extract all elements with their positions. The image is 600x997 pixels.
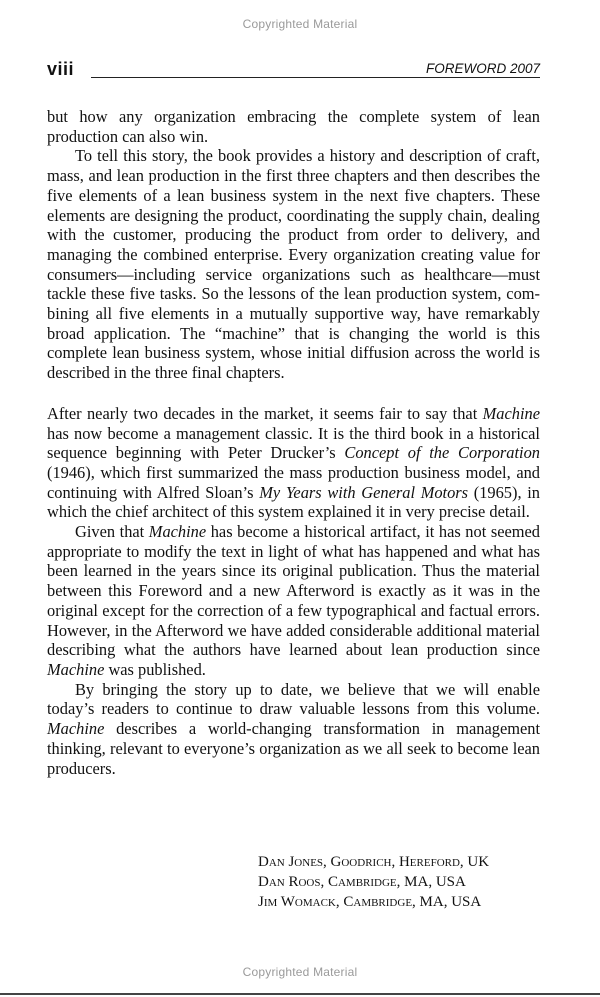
book-title-concept-of-the-corporation: Concept of the Corporation xyxy=(344,443,540,463)
text-run: has now become a management classic. It is the third book in a historical sequence beginning with Peter Drucker’s xyxy=(47,423,540,463)
section-break xyxy=(47,383,540,404)
paragraph-5 xyxy=(47,680,540,779)
book-title-machine: Machine xyxy=(482,403,540,423)
copyright-watermark-top: Copyrighted Material xyxy=(242,17,358,31)
text-run: (1965), in which the chief architect of this system explained it in very precise detail. xyxy=(47,482,540,522)
text-run: was published. xyxy=(104,659,206,679)
running-head: FOREWORD 2007 xyxy=(425,61,540,76)
paragraph-1 xyxy=(47,107,540,146)
signature-dan-roos: Dan Roos, Cambridge, MA, USA xyxy=(258,874,466,890)
signature-block xyxy=(258,852,548,912)
text-run: After nearly two decades in the market, it seems fair to say that xyxy=(47,403,483,423)
signature-jim-womack: Jim Womack, Cambridge, MA, USA xyxy=(258,894,482,910)
page-number: viii xyxy=(47,59,75,79)
book-title-machine: Machine xyxy=(148,522,207,542)
paragraph-4 xyxy=(47,522,540,680)
book-title-my-years-with-general-motors: My Years with General Motors xyxy=(259,482,469,502)
text-run: By bringing the story up to date, we believe that we will enable today’s readers to continue to draw valuable lessons from this volume. xyxy=(47,679,540,719)
text-run: Given that xyxy=(75,522,149,542)
book-title-machine: Machine xyxy=(47,659,105,679)
paragraph-2 xyxy=(47,146,540,382)
text-run: has become a historical artifact, it has not seemed appropriate to modify the text in light of what has happened and what has been learned in the years since its original publication. Thus the material between this Foreword and a new Afterword is exactly as it was in the original except for the correction of a few typographical and factual errors. However, in the Afterword we have added considerable additional material describing what the authors have learned about lean production since xyxy=(47,522,540,660)
body-text xyxy=(47,107,540,778)
book-title-machine: Machine xyxy=(47,719,105,739)
text-run: (1946), which first summarized the mass production business model, and continuing with Alfred Sloan’s xyxy=(47,462,540,502)
paragraph-3 xyxy=(47,404,540,522)
page-header xyxy=(47,58,540,80)
text-run: To tell this story, the book provides a history and description of craft, mass, and lean production in the first three chapters and then describes the five elements of a lean business system in the next five chapters. These elements are designing the product, coordinating the supply chain, dealing with the customer, producing the product from order to delivery, and managing the combined enterprise. Every organization creating value for consumers—including service organizations such as healthcare—must tackle these five tasks. So the lessons of the lean production system, combining all five elements in a mutually supportive way, have remarkably broad application. The “machine” that is changing the world is this complete lean business system, whose initial diffusion across the world is described in the three final chapters. xyxy=(47,146,540,383)
signature-dan-jones: Dan Jones, Goodrich, Hereford, UK xyxy=(258,854,490,870)
page-bottom-rule xyxy=(0,993,600,995)
copyright-watermark-bottom: Copyrighted Material xyxy=(242,965,358,979)
text-run: but how any organization embracing the complete system of lean production can also win. xyxy=(47,107,540,146)
text-run: describes a world-changing transformation in management thinking, relevant to everyone’s organization as we all seek to become lean producers. xyxy=(47,719,540,778)
